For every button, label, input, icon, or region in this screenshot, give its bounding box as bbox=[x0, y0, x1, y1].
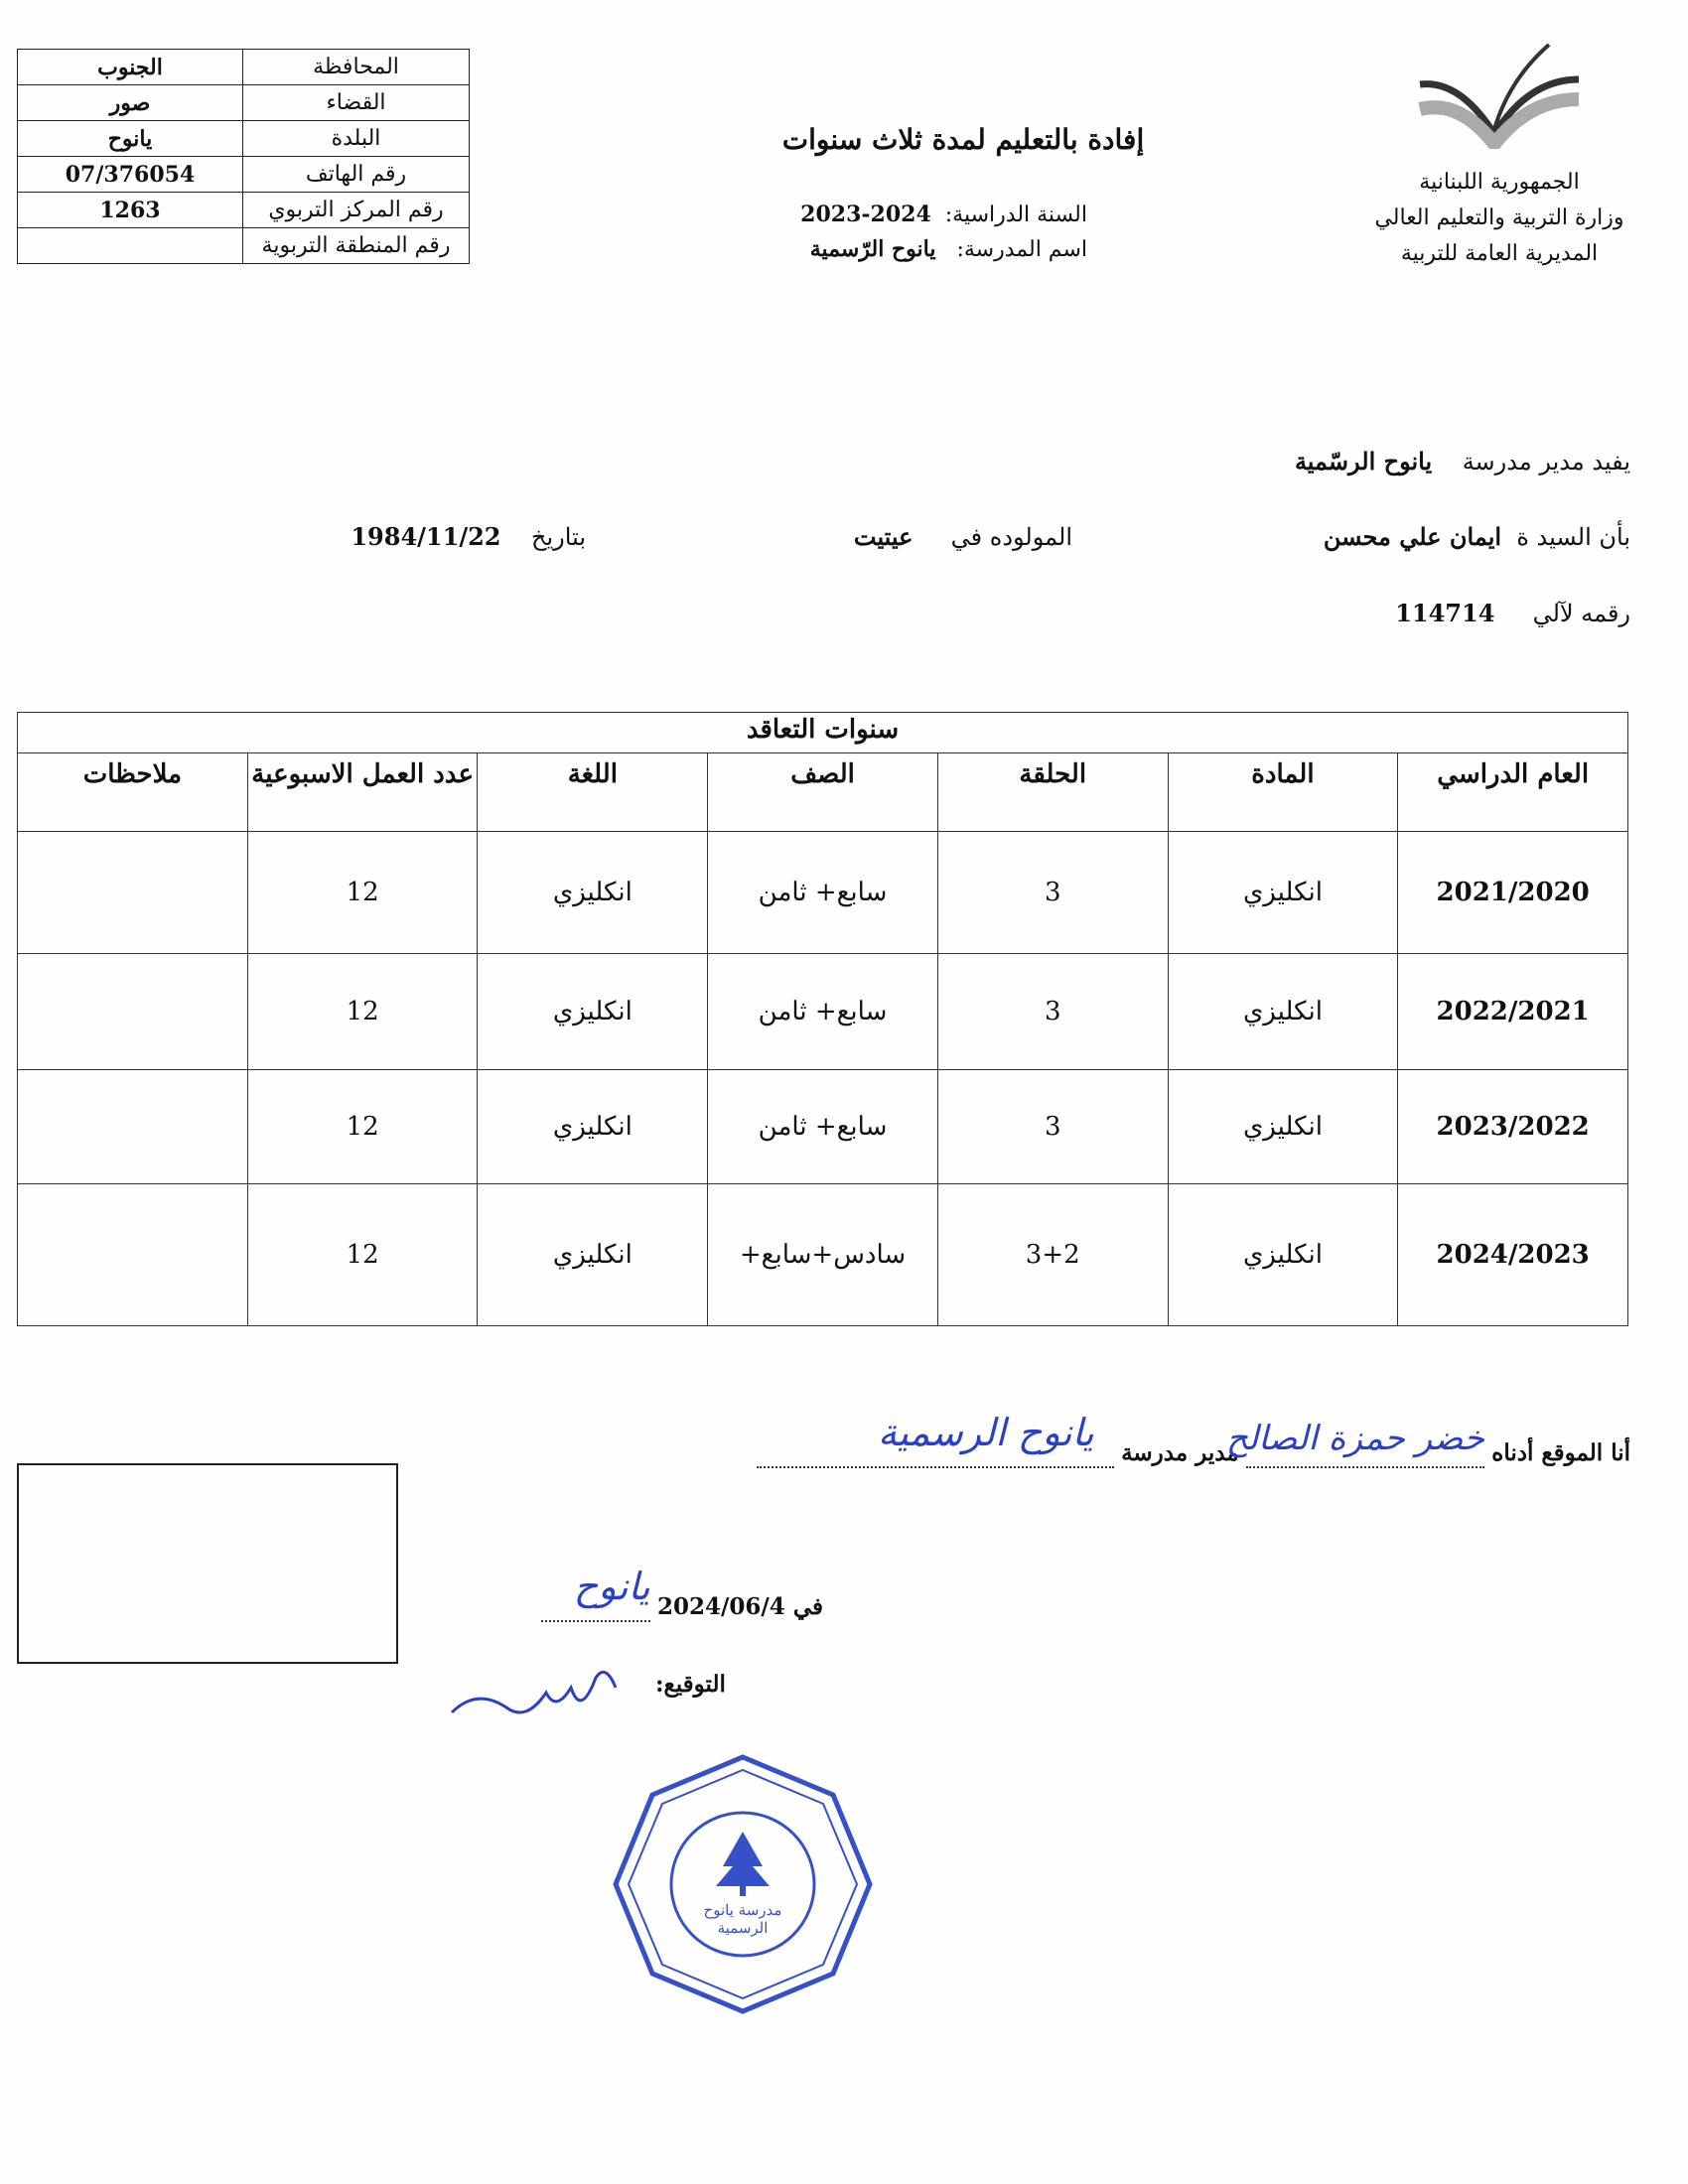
line2-prefix: بأن السيد ة bbox=[1516, 523, 1630, 551]
school-label: اسم المدرسة: bbox=[956, 237, 1087, 262]
body-line-2 bbox=[1324, 522, 1630, 551]
signer-prefix: أنا الموقع أدناه bbox=[1491, 1439, 1630, 1466]
person-name: ايمان علي محسن bbox=[1323, 522, 1502, 551]
ministry-heading bbox=[1360, 165, 1638, 272]
table-row bbox=[18, 832, 1628, 954]
info-label: البلدة bbox=[243, 121, 470, 157]
ministry-text: وزارة التربية والتعليم العالي bbox=[1374, 205, 1624, 230]
header-row bbox=[18, 753, 1628, 832]
table-cell: 12 bbox=[247, 1070, 478, 1184]
birthplace-line bbox=[854, 522, 1072, 551]
photo-box bbox=[17, 1463, 398, 1664]
info-row bbox=[18, 50, 470, 85]
table-cell: انكليزي bbox=[1168, 1184, 1398, 1326]
date-label: بتاريخ bbox=[531, 523, 586, 551]
school-value: يانوح الرّسمية bbox=[809, 236, 936, 262]
body-line-3 bbox=[1395, 599, 1630, 627]
body-line-1 bbox=[1295, 447, 1630, 476]
table-cell: انكليزي bbox=[478, 1070, 708, 1184]
info-label: رقم الهاتف bbox=[243, 157, 470, 193]
birth-date: 1984/11/22 bbox=[351, 522, 501, 551]
table-cell: انكليزي bbox=[478, 832, 708, 954]
table-cell: 2021/2020 bbox=[1398, 832, 1628, 954]
info-table bbox=[17, 49, 470, 264]
table-cell: 3 bbox=[937, 1070, 1168, 1184]
table-row bbox=[18, 954, 1628, 1070]
school-name-line bbox=[695, 236, 1087, 262]
col-header: عدد العمل الاسبوعية bbox=[247, 753, 478, 832]
born-label: المولوده في bbox=[950, 523, 1072, 551]
director-label: مدير مدرسة bbox=[1121, 1439, 1239, 1466]
table-cell: سابع+ ثامن bbox=[708, 1070, 938, 1184]
table-cell: 2024/2023 bbox=[1398, 1184, 1628, 1326]
info-value bbox=[18, 228, 243, 264]
table-cell: 2023/2022 bbox=[1398, 1070, 1628, 1184]
contract-table-title: سنوات التعاقد bbox=[18, 713, 1628, 753]
signer-line bbox=[637, 1411, 1630, 1468]
table-cell bbox=[18, 954, 248, 1070]
table-cell bbox=[18, 832, 248, 954]
col-header: الحلقة bbox=[937, 753, 1168, 832]
info-label: المحافظة bbox=[243, 50, 470, 85]
table-cell: انكليزي bbox=[478, 954, 708, 1070]
table-row bbox=[18, 1184, 1628, 1326]
document-title: إفادة بالتعليم لمدة ثلاث سنوات bbox=[781, 123, 1145, 156]
table-cell: 3 bbox=[937, 954, 1168, 1070]
table-cell: 3+2 bbox=[937, 1184, 1168, 1326]
info-row bbox=[18, 193, 470, 228]
info-row bbox=[18, 157, 470, 193]
info-value: يانوح bbox=[18, 121, 243, 157]
signature-label: التوقيع: bbox=[655, 1671, 726, 1698]
info-label: رقم المركز التربوي bbox=[243, 193, 470, 228]
table-cell: 2022/2021 bbox=[1398, 954, 1628, 1070]
place-handwritten: يانوح bbox=[573, 1565, 650, 1608]
year-value: 2024-2023 bbox=[800, 202, 931, 227]
info-row bbox=[18, 121, 470, 157]
signer-name-handwritten: خضر حمزة الصالح bbox=[1225, 1419, 1484, 1458]
birthplace: عيتيت bbox=[853, 522, 914, 551]
ministry-logo-icon bbox=[1410, 40, 1589, 149]
school-year-line bbox=[695, 202, 1087, 227]
id-label: رقمه لآلي bbox=[1532, 600, 1630, 627]
table-cell: 12 bbox=[247, 832, 478, 954]
info-value: الجنوب bbox=[18, 50, 243, 85]
school-handwritten: يانوح الرسمية bbox=[878, 1411, 1094, 1454]
table-cell: انكليزي bbox=[1168, 954, 1398, 1070]
table-cell: انكليزي bbox=[1168, 832, 1398, 954]
signature-icon bbox=[447, 1658, 626, 1737]
stamp-center-text: مدرسة يانوح الرسمية bbox=[703, 1901, 782, 1937]
table-cell: سادس+سابع+ bbox=[708, 1184, 938, 1326]
directorate-text: المديرية العامة للتربية bbox=[1400, 241, 1599, 266]
line1-school: يانوح الرسّمية bbox=[1294, 447, 1433, 476]
table-cell: 12 bbox=[247, 954, 478, 1070]
col-header: الصف bbox=[708, 753, 938, 832]
info-label: القضاء bbox=[243, 85, 470, 121]
info-label: رقم المنطقة التربوية bbox=[243, 228, 470, 264]
table-cell: سابع+ ثامن bbox=[708, 832, 938, 954]
col-header: اللغة bbox=[478, 753, 708, 832]
info-value: صور bbox=[18, 85, 243, 121]
contract-table bbox=[17, 712, 1628, 1326]
table-cell: انكليزي bbox=[1168, 1070, 1398, 1184]
table-row bbox=[18, 1070, 1628, 1184]
info-value: 07/376054 bbox=[18, 157, 243, 193]
col-header: ملاحظات bbox=[18, 753, 248, 832]
line1-prefix: يفيد مدير مدرسة bbox=[1462, 448, 1630, 476]
info-row bbox=[18, 228, 470, 264]
republic-text: الجمهورية اللبنانية bbox=[1419, 170, 1580, 195]
table-cell: سابع+ ثامن bbox=[708, 954, 938, 1070]
table-cell bbox=[18, 1070, 248, 1184]
year-label: السنة الدراسية: bbox=[944, 203, 1087, 227]
table-cell: 3 bbox=[937, 832, 1168, 954]
table-cell bbox=[18, 1184, 248, 1326]
table-cell: 12 bbox=[247, 1184, 478, 1326]
id-value: 114714 bbox=[1395, 599, 1495, 627]
issue-date: في 2024/06/4 bbox=[656, 1593, 823, 1620]
official-stamp bbox=[611, 1752, 875, 2016]
info-row bbox=[18, 85, 470, 121]
stamp-icon bbox=[611, 1752, 875, 2016]
col-header: العام الدراسي bbox=[1398, 753, 1628, 832]
date-line bbox=[486, 1565, 823, 1622]
col-header: المادة bbox=[1168, 753, 1398, 832]
table-cell: انكليزي bbox=[478, 1184, 708, 1326]
info-value: 1263 bbox=[18, 193, 243, 228]
birthdate-line bbox=[351, 522, 586, 551]
